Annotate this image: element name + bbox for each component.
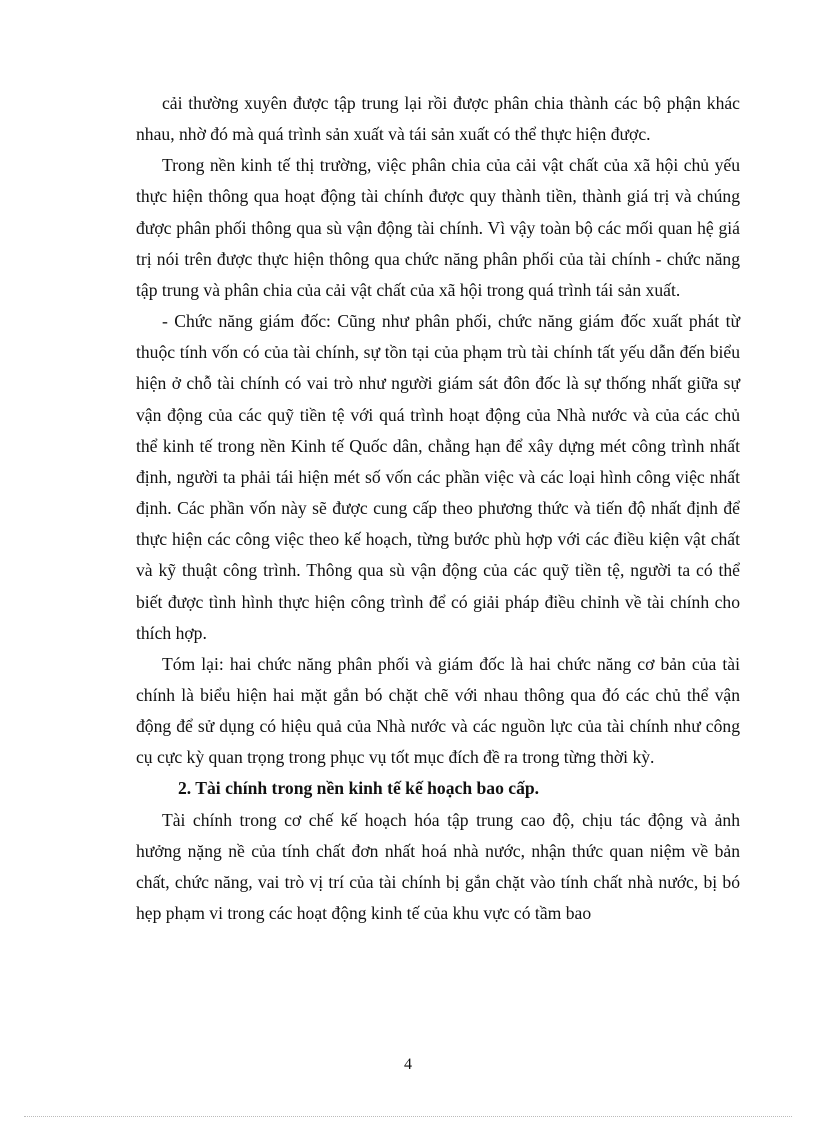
paragraph-planned-economy: Tài chính trong cơ chế kế hoạch hóa tập trung cao độ, chịu tác động và ảnh hưởng nặng nề của tính chất đơn nhất hoá nhà nước, nhận thức quan niệm về bản chất, chức năng, vai trò vị trí của tài chính bị gắn chặt vào tính chất nhà nước, bị bó hẹp phạm vi trong các hoạt động kinh tế của khu vực có tầm bao	[136, 809, 740, 924]
page-number: 4	[404, 1056, 412, 1073]
page-bottom-divider	[24, 1116, 792, 1117]
section-heading: 2. Tài chính trong nền kinh tế kế hoạch bao cấp.	[178, 778, 540, 799]
paragraph-supervision-function: - Chức năng giám đốc: Cũng như phân phối, chức năng giám đốc xuất phát từ thuộc tính vốn có của tài chính, sự tồn tại của phạm trù tài chính tất yếu dẫn đến biểu hiện ở chỗ tài chính có vai trò như người giám sát đôn đốc là sự thống nhất giữa sự vận động của các quỹ tiền tệ với quá trình hoạt động của Nhà nước và của các chủ thể kinh tế trong nền Kinh tế Quốc dân, chẳng hạn để xây dựng mét công trình nhất định, người ta phải tái hiện mét số vốn các phần việc và các loại hình công việc nhất định. Các phần vốn này sẽ được cung cấp theo phương thức và tiến độ nhất định để thực hiện các công việc theo kế hoạch, từng bước phù hợp với các điều kiện vật chất và kỹ thuật công trình. Thông qua sù vận động của các quỹ tiền tệ, người ta có thể biết được tình hình thực hiện công trình để có giải pháp điều chỉnh về tài chính cho thích hợp.	[136, 311, 740, 643]
paragraph-summary: Tóm lại: hai chức năng phân phối và giám đốc là hai chức năng cơ bản của tài chính là biểu hiện hai mặt gắn bó chặt chẽ với nhau thông qua đó các chủ thể vận động để sử dụng có hiệu quả của Nhà nước và các nguồn lực của tài chính như công cụ cực kỳ quan trọng trong phục vụ tốt mục đích đề ra trong từng thời kỳ.	[136, 653, 740, 768]
paragraph-market-economy: Trong nền kinh tế thị trường, việc phân chia của cải vật chất của xã hội chủ yếu thực hiện thông qua hoạt động tài chính được quy thành tiền, thành giá trị và chúng được phân phối thông qua sù vận động tài chính. Vì vậy toàn bộ các mối quan hệ giá trị nói trên được thực hiện thông qua chức năng phân phối của tài chính - chức năng tập trung và phân chia của cải vật chất của xã hội trong quá trình tái sản xuất.	[136, 155, 740, 300]
body-text	[136, 88, 740, 929]
paragraph-continuation: cải thường xuyên được tập trung lại rồi được phân chia thành các bộ phận khác nhau, nhờ đó mà quá trình sản xuất và tái sản xuất có thể thực hiện được.	[136, 93, 740, 145]
